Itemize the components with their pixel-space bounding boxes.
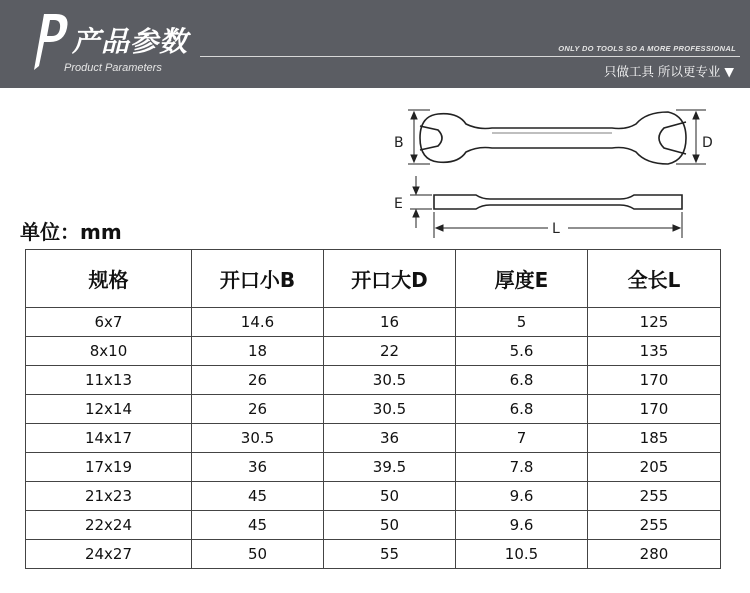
cell-spec: 11x13 xyxy=(26,366,192,395)
cell-l: 170 xyxy=(588,366,721,395)
cell-d: 39.5 xyxy=(324,453,456,482)
wrench-diagram xyxy=(380,100,720,245)
cell-d: 30.5 xyxy=(324,395,456,424)
cell-b: 45 xyxy=(192,482,324,511)
cell-e: 6.8 xyxy=(456,366,588,395)
cell-b: 45 xyxy=(192,511,324,540)
dimension-b-label: B xyxy=(394,135,404,151)
cell-spec: 8x10 xyxy=(26,337,192,366)
cell-b: 18 xyxy=(192,337,324,366)
cell-l: 280 xyxy=(588,540,721,569)
cell-d: 22 xyxy=(324,337,456,366)
cell-spec: 17x19 xyxy=(26,453,192,482)
cell-b: 26 xyxy=(192,366,324,395)
cell-spec: 22x24 xyxy=(26,511,192,540)
header-thickness-e: 厚度E xyxy=(456,250,588,308)
header-banner xyxy=(0,0,750,88)
cell-e: 9.6 xyxy=(456,511,588,540)
spec-table xyxy=(25,249,721,569)
cell-spec: 6x7 xyxy=(26,308,192,337)
page-subtitle: Product Parameters xyxy=(64,62,162,74)
cell-e: 5 xyxy=(456,308,588,337)
cell-d: 36 xyxy=(324,424,456,453)
table-row xyxy=(26,395,721,424)
cell-d: 30.5 xyxy=(324,366,456,395)
page-title: 产品参数 xyxy=(72,25,189,58)
table-row xyxy=(26,337,721,366)
cell-spec: 24x27 xyxy=(26,540,192,569)
dimension-e xyxy=(410,176,432,228)
dimension-e-label: E xyxy=(394,196,403,212)
cell-l: 135 xyxy=(588,337,721,366)
table-row xyxy=(26,511,721,540)
cell-l: 205 xyxy=(588,453,721,482)
table-row xyxy=(26,366,721,395)
cell-spec: 12x14 xyxy=(26,395,192,424)
cell-l: 170 xyxy=(588,395,721,424)
table-row xyxy=(26,540,721,569)
cell-l: 255 xyxy=(588,511,721,540)
cell-d: 50 xyxy=(324,482,456,511)
wrench-top-view xyxy=(420,112,686,164)
table-row xyxy=(26,308,721,337)
cell-e: 6.8 xyxy=(456,395,588,424)
cell-l: 255 xyxy=(588,482,721,511)
table-row xyxy=(26,424,721,453)
header-length-l: 全长L xyxy=(588,250,721,308)
cell-b: 26 xyxy=(192,395,324,424)
cell-e: 9.6 xyxy=(456,482,588,511)
table-header-row xyxy=(26,250,721,308)
slogan-chinese: 只做工具 所以更专业 ▼ xyxy=(603,64,734,79)
cell-e: 10.5 xyxy=(456,540,588,569)
cell-l: 185 xyxy=(588,424,721,453)
cell-d: 50 xyxy=(324,511,456,540)
cell-l: 125 xyxy=(588,308,721,337)
cell-d: 55 xyxy=(324,540,456,569)
unit-label: 单位：mm xyxy=(20,220,122,244)
cell-b: 30.5 xyxy=(192,424,324,453)
slogan-english: ONLY DO TOOLS SO A MORE PROFESSIONAL xyxy=(558,44,736,53)
cell-b: 14.6 xyxy=(192,308,324,337)
cell-d: 16 xyxy=(324,308,456,337)
wrench-side-view xyxy=(434,195,682,209)
dimension-d-label: D xyxy=(702,135,713,151)
header-divider xyxy=(200,56,740,57)
cell-spec: 21x23 xyxy=(26,482,192,511)
cell-b: 36 xyxy=(192,453,324,482)
dimension-l-label: L xyxy=(552,221,560,237)
header-large-opening-d: 开口大D xyxy=(324,250,456,308)
cell-spec: 14x17 xyxy=(26,424,192,453)
cell-e: 7 xyxy=(456,424,588,453)
table-row xyxy=(26,482,721,511)
cell-e: 7.8 xyxy=(456,453,588,482)
cell-b: 50 xyxy=(192,540,324,569)
table-row xyxy=(26,453,721,482)
cell-e: 5.6 xyxy=(456,337,588,366)
header-small-opening-b: 开口小B xyxy=(192,250,324,308)
header-spec: 规格 xyxy=(26,250,192,308)
